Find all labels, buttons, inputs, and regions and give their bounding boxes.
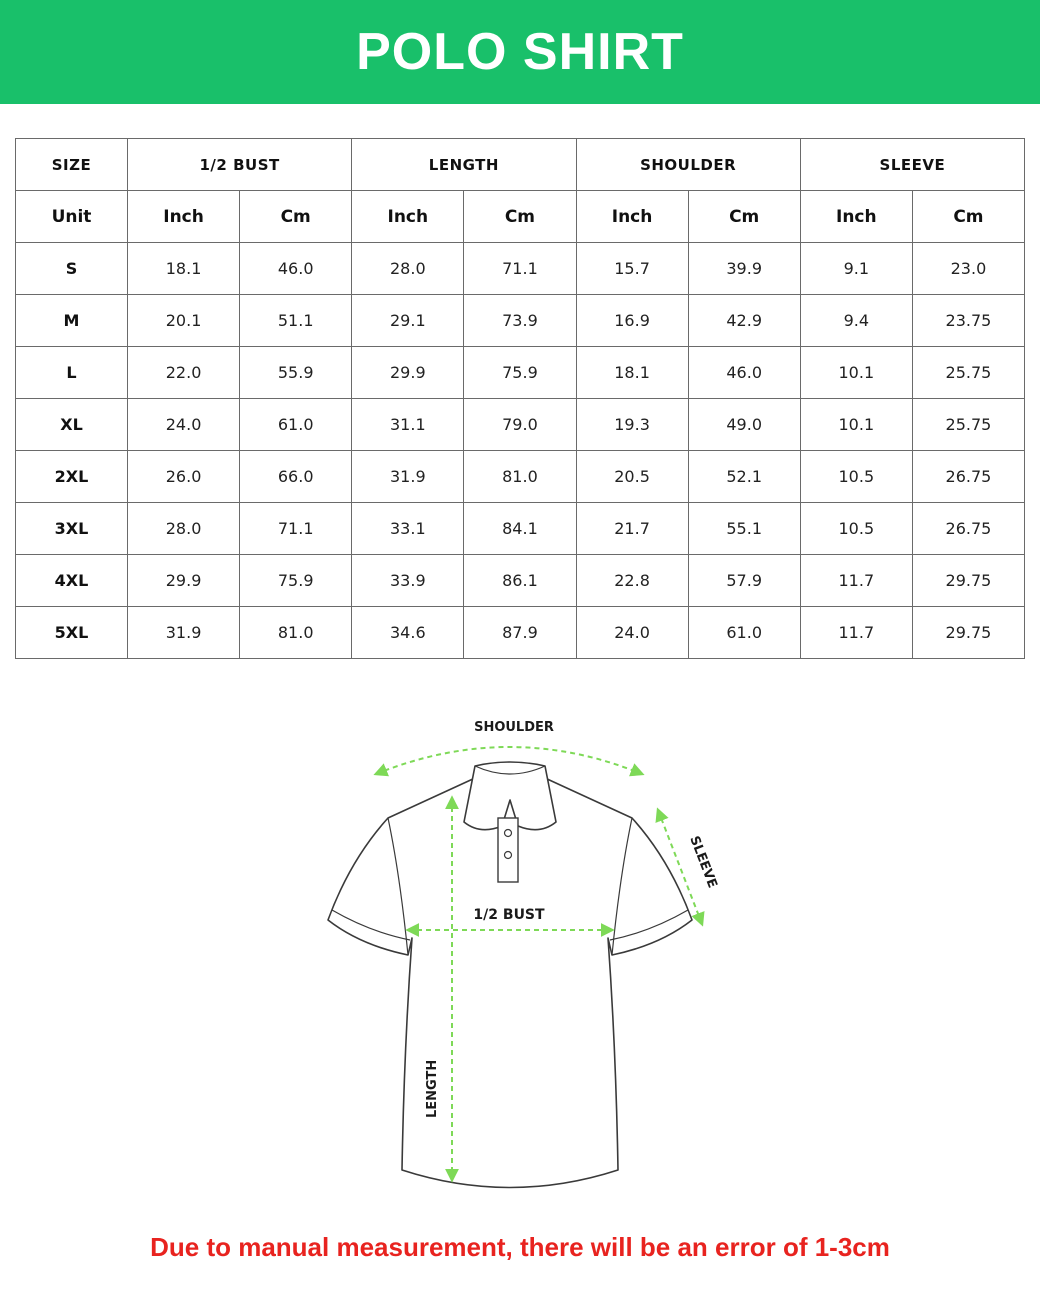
- value-cell: 46.0: [240, 243, 352, 295]
- value-cell: 26.0: [128, 451, 240, 503]
- value-cell: 29.75: [912, 607, 1024, 659]
- size-cell: S: [16, 243, 128, 295]
- bust-label: 1/2 BUST: [473, 907, 545, 923]
- value-cell: 31.1: [352, 399, 464, 451]
- value-cell: 20.5: [576, 451, 688, 503]
- unit-cell: Cm: [912, 191, 1024, 243]
- value-cell: 75.9: [464, 347, 576, 399]
- value-cell: 11.7: [800, 555, 912, 607]
- value-cell: 39.9: [688, 243, 800, 295]
- value-cell: 55.1: [688, 503, 800, 555]
- unit-cell: Cm: [688, 191, 800, 243]
- value-cell: 71.1: [240, 503, 352, 555]
- value-cell: 84.1: [464, 503, 576, 555]
- value-cell: 75.9: [240, 555, 352, 607]
- value-cell: 10.5: [800, 503, 912, 555]
- value-cell: 81.0: [464, 451, 576, 503]
- sleeve-label: SLEEVE: [686, 834, 720, 891]
- length-label: LENGTH: [425, 1059, 440, 1118]
- group-header-length: LENGTH: [352, 139, 576, 191]
- unit-label: Unit: [16, 191, 128, 243]
- value-cell: 49.0: [688, 399, 800, 451]
- value-cell: 55.9: [240, 347, 352, 399]
- value-cell: 87.9: [464, 607, 576, 659]
- size-cell: 4XL: [16, 555, 128, 607]
- value-cell: 86.1: [464, 555, 576, 607]
- unit-cell: Inch: [800, 191, 912, 243]
- table-row: [16, 503, 1025, 555]
- value-cell: 46.0: [688, 347, 800, 399]
- title-banner: [0, 0, 1040, 104]
- value-cell: 18.1: [576, 347, 688, 399]
- value-cell: 26.75: [912, 451, 1024, 503]
- value-cell: 61.0: [240, 399, 352, 451]
- size-header: SIZE: [16, 139, 128, 191]
- value-cell: 18.1: [128, 243, 240, 295]
- value-cell: 10.1: [800, 399, 912, 451]
- size-cell: 3XL: [16, 503, 128, 555]
- value-cell: 23.0: [912, 243, 1024, 295]
- value-cell: 34.6: [352, 607, 464, 659]
- table-row: [16, 295, 1025, 347]
- table-row: [16, 607, 1025, 659]
- measurement-diagram: [300, 700, 740, 1200]
- page-title: POLO SHIRT: [356, 23, 684, 81]
- measurement-note: Due to manual measurement, there will be an error of 1-3cm: [150, 1232, 890, 1262]
- value-cell: 28.0: [128, 503, 240, 555]
- size-cell: 2XL: [16, 451, 128, 503]
- value-cell: 29.1: [352, 295, 464, 347]
- value-cell: 71.1: [464, 243, 576, 295]
- value-cell: 24.0: [128, 399, 240, 451]
- value-cell: 51.1: [240, 295, 352, 347]
- value-cell: 42.9: [688, 295, 800, 347]
- value-cell: 61.0: [688, 607, 800, 659]
- polo-shirt-diagram: [300, 700, 740, 1200]
- value-cell: 15.7: [576, 243, 688, 295]
- value-cell: 22.8: [576, 555, 688, 607]
- value-cell: 9.4: [800, 295, 912, 347]
- value-cell: 33.9: [352, 555, 464, 607]
- value-cell: 29.75: [912, 555, 1024, 607]
- value-cell: 9.1: [800, 243, 912, 295]
- size-chart-table: [15, 138, 1025, 659]
- value-cell: 25.75: [912, 347, 1024, 399]
- value-cell: 57.9: [688, 555, 800, 607]
- shoulder-label: SHOULDER: [474, 720, 554, 735]
- value-cell: 31.9: [128, 607, 240, 659]
- size-cell: M: [16, 295, 128, 347]
- size-cell: XL: [16, 399, 128, 451]
- placket-icon: [498, 818, 518, 882]
- table-row: [16, 451, 1025, 503]
- table-row: [16, 555, 1025, 607]
- table-row: [16, 399, 1025, 451]
- value-cell: 29.9: [352, 347, 464, 399]
- group-header-row: [16, 139, 1025, 191]
- value-cell: 79.0: [464, 399, 576, 451]
- value-cell: 28.0: [352, 243, 464, 295]
- value-cell: 29.9: [128, 555, 240, 607]
- value-cell: 25.75: [912, 399, 1024, 451]
- unit-cell: Cm: [464, 191, 576, 243]
- sleeve-arrow-icon: [658, 810, 702, 924]
- value-cell: 10.1: [800, 347, 912, 399]
- value-cell: 52.1: [688, 451, 800, 503]
- value-cell: 21.7: [576, 503, 688, 555]
- unit-cell: Inch: [352, 191, 464, 243]
- value-cell: 11.7: [800, 607, 912, 659]
- unit-cell: Cm: [240, 191, 352, 243]
- value-cell: 81.0: [240, 607, 352, 659]
- value-cell: 31.9: [352, 451, 464, 503]
- size-cell: L: [16, 347, 128, 399]
- value-cell: 16.9: [576, 295, 688, 347]
- unit-row: [16, 191, 1025, 243]
- group-header-bust: 1/2 BUST: [128, 139, 352, 191]
- value-cell: 22.0: [128, 347, 240, 399]
- unit-cell: Inch: [128, 191, 240, 243]
- value-cell: 20.1: [128, 295, 240, 347]
- value-cell: 33.1: [352, 503, 464, 555]
- value-cell: 19.3: [576, 399, 688, 451]
- value-cell: 10.5: [800, 451, 912, 503]
- value-cell: 24.0: [576, 607, 688, 659]
- value-cell: 23.75: [912, 295, 1024, 347]
- value-cell: 26.75: [912, 503, 1024, 555]
- size-cell: 5XL: [16, 607, 128, 659]
- unit-cell: Inch: [576, 191, 688, 243]
- table-row: [16, 243, 1025, 295]
- group-header-shoulder: SHOULDER: [576, 139, 800, 191]
- value-cell: 66.0: [240, 451, 352, 503]
- group-header-sleeve: SLEEVE: [800, 139, 1024, 191]
- value-cell: 73.9: [464, 295, 576, 347]
- table-row: [16, 347, 1025, 399]
